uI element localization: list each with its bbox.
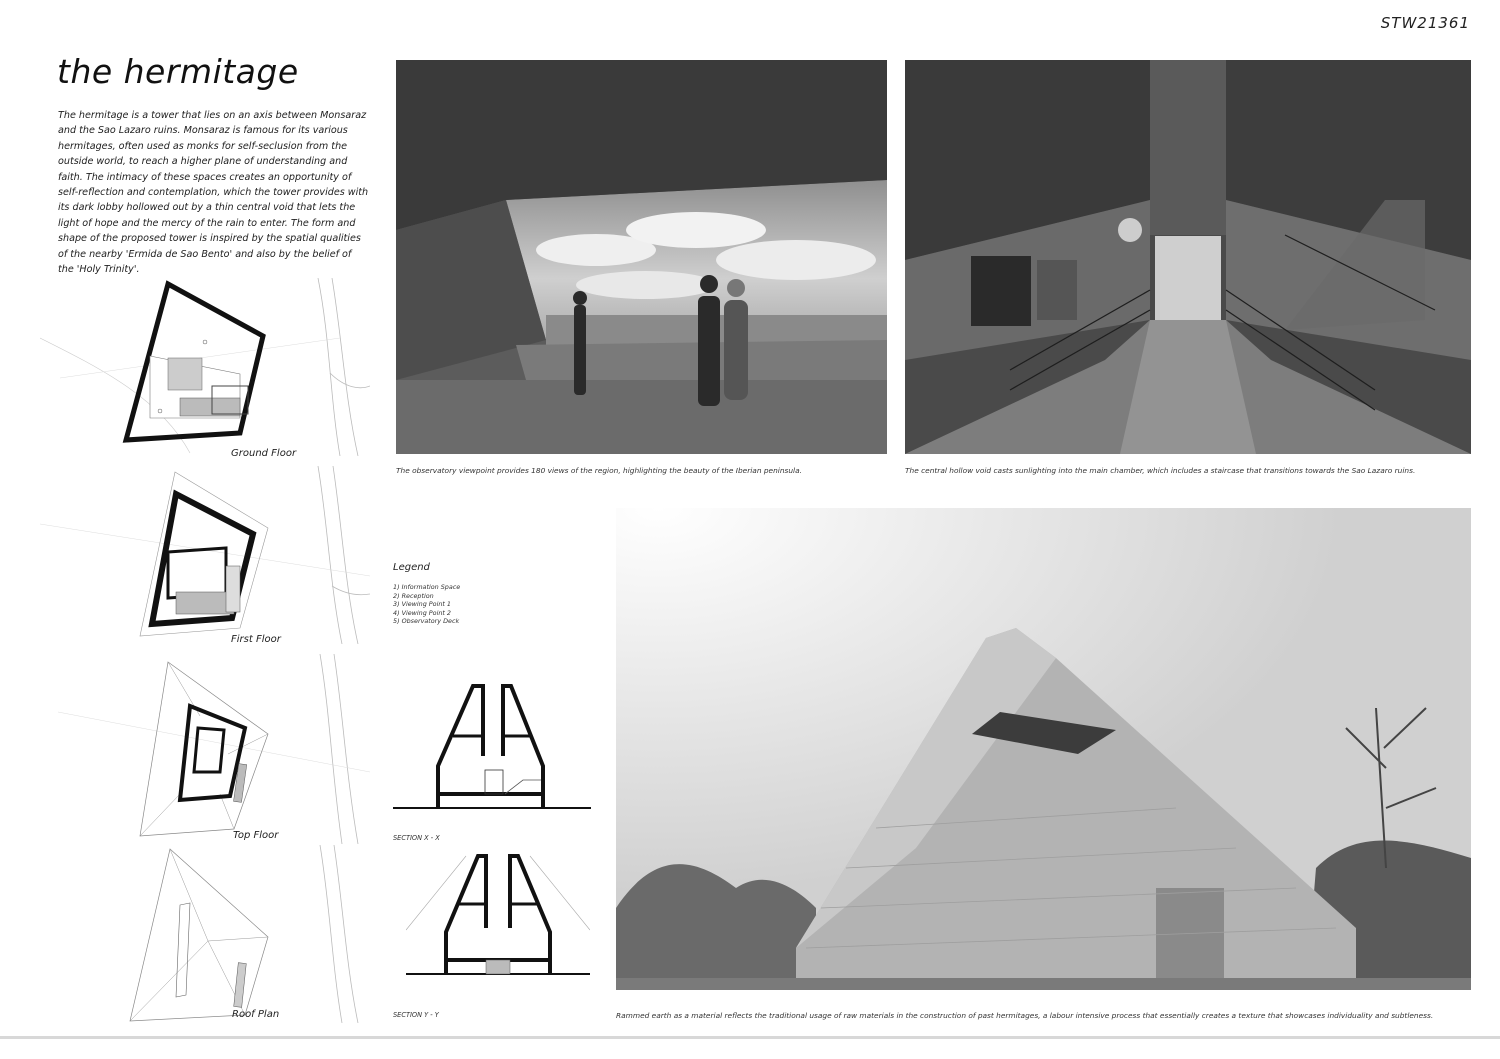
- legend-item: 2) Reception: [393, 591, 434, 600]
- first-floor-drawing: [40, 466, 370, 644]
- render-observatory: [396, 60, 887, 454]
- plan-label-first-floor: First Floor: [231, 634, 281, 645]
- legend-item: 4) Viewing Point 2: [393, 608, 452, 617]
- plan-ground-floor: [40, 278, 370, 459]
- page-title: the hermitage: [57, 52, 299, 91]
- plan-label-top-floor: Top Floor: [233, 830, 279, 841]
- roof-plan-drawing: [40, 845, 370, 1023]
- section-y-drawing: [406, 852, 590, 982]
- section-x-label: SECTION X - X: [393, 834, 440, 842]
- ground-floor-drawing: [40, 278, 370, 456]
- caption-exterior: Rammed earth as a material reflects the traditional usage of raw materials in the construction of past hermitages, a labour intensive process that essentially creates a texture that showcases individuality and subtleness.: [616, 1011, 1434, 1020]
- project-code: STW21361: [1380, 14, 1470, 32]
- render-exterior: [616, 508, 1471, 990]
- legend-item: 3) Viewing Point 1: [393, 600, 452, 609]
- section-y-svg: [406, 852, 590, 982]
- exterior-image: [616, 508, 1471, 990]
- plan-label-ground-floor: Ground Floor: [231, 448, 297, 459]
- caption-chamber: The central hollow void casts sunlighting into the main chamber, which includes a staircase that transitions towards the Sao Lazaro ruins.: [905, 466, 1416, 475]
- legend-list: [393, 583, 460, 626]
- intro-paragraph: The hermitage is a tower that lies on an axis between Monsaraz and the Sao Lazaro ruins. Monsaraz is famous for its various hermitages, often used as monks for self-seclusion from the outside world, to reach a higher plane of understanding and faith. The intimacy of these spaces creates an opportunity of self-reflection and contemplation, which the tower provides with its dark lobby hollowed out by a thin central void that lets the light of hope and the mercy of the rain to enter. The form and shape of the proposed tower is inspired by the spatial qualities of the nearby 'Ermida de Sao Bento' and also by the belief of the 'Holy Trinity'.: [58, 110, 369, 276]
- section-y-label: SECTION Y - Y: [393, 1011, 439, 1019]
- plan-top-floor: [40, 654, 370, 844]
- legend-item: 5) Observatory Deck: [393, 617, 460, 626]
- plan-first-floor: [40, 466, 370, 644]
- section-x-drawing: [393, 676, 591, 812]
- bottom-rule: [0, 1036, 1500, 1039]
- legend-title: Legend: [393, 562, 430, 573]
- top-floor-drawing: [40, 654, 370, 844]
- section-x-svg: [393, 676, 591, 812]
- chamber-image: [905, 60, 1471, 454]
- caption-viewpoint: The observatory viewpoint provides 180 views of the region, highlighting the beauty of the Iberian peninsula.: [396, 466, 802, 475]
- plan-label-roof: Roof Plan: [232, 1009, 280, 1020]
- observatory-image: [396, 60, 887, 454]
- legend-item: 1) Information Space: [393, 583, 461, 591]
- plan-roof: [40, 845, 370, 1023]
- render-chamber: [905, 60, 1471, 454]
